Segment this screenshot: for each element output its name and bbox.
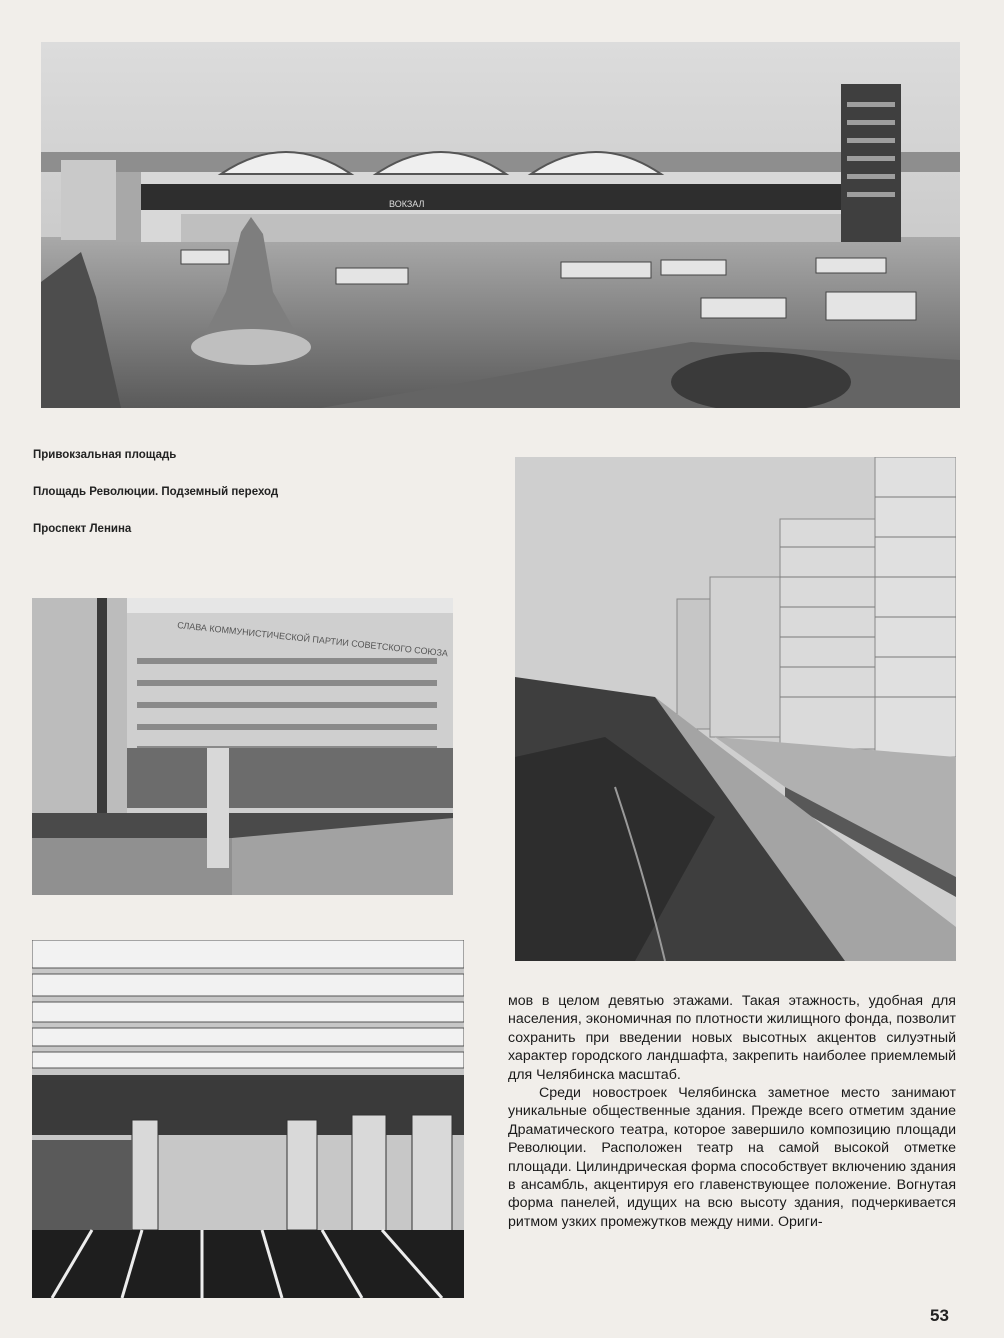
station-sign: ВОКЗАЛ (389, 199, 425, 209)
photo-underpass-interior (32, 940, 464, 1298)
square-banner: СЛАВА КОММУНИСТИЧЕСКОЙ ПАРТИИ СОВЕТСКОГО СОЮЗА (176, 620, 449, 659)
photo-lenin-prospect (515, 457, 956, 961)
caption-lenin-prospect: Проспект Ленина (33, 523, 132, 535)
article-paragraph-2: Среди новостроек Челябинска заметное место занимают уникальные общественные здания. Прежде всего отметим здание Драматического театра, которое завершило композицию площади Революции. Расположен театр на самой высокой отметке площади. Цилиндрическая форма способствует включению здания в ансамбль, акцентируя его главенствующее положение. Вогнутая форма панелей, идущих на всю высоту здания, подчеркивается ритмом узких промежутков между ними. Ориги- (508, 1085, 956, 1230)
article-paragraph-1: мов в целом девятью этажами. Такая этажность, удобная для населения, экономичная по плотности жилищного фонда, позволит сохранить при введении новых высотных акцентов силуэтный характер городского ландшафта, закрепить наиболее приемлемый для Челябинска масштаб. (508, 993, 956, 1083)
captions-block (33, 448, 363, 559)
photo-revolution-square (32, 598, 453, 895)
page-number: 53 (930, 1306, 949, 1325)
caption-station-square: Привокзальная площадь (33, 449, 177, 461)
photo-station-square (41, 42, 960, 408)
article-body (508, 992, 956, 1231)
caption-revolution-square: Площадь Революции. Подземный переход (33, 486, 279, 498)
